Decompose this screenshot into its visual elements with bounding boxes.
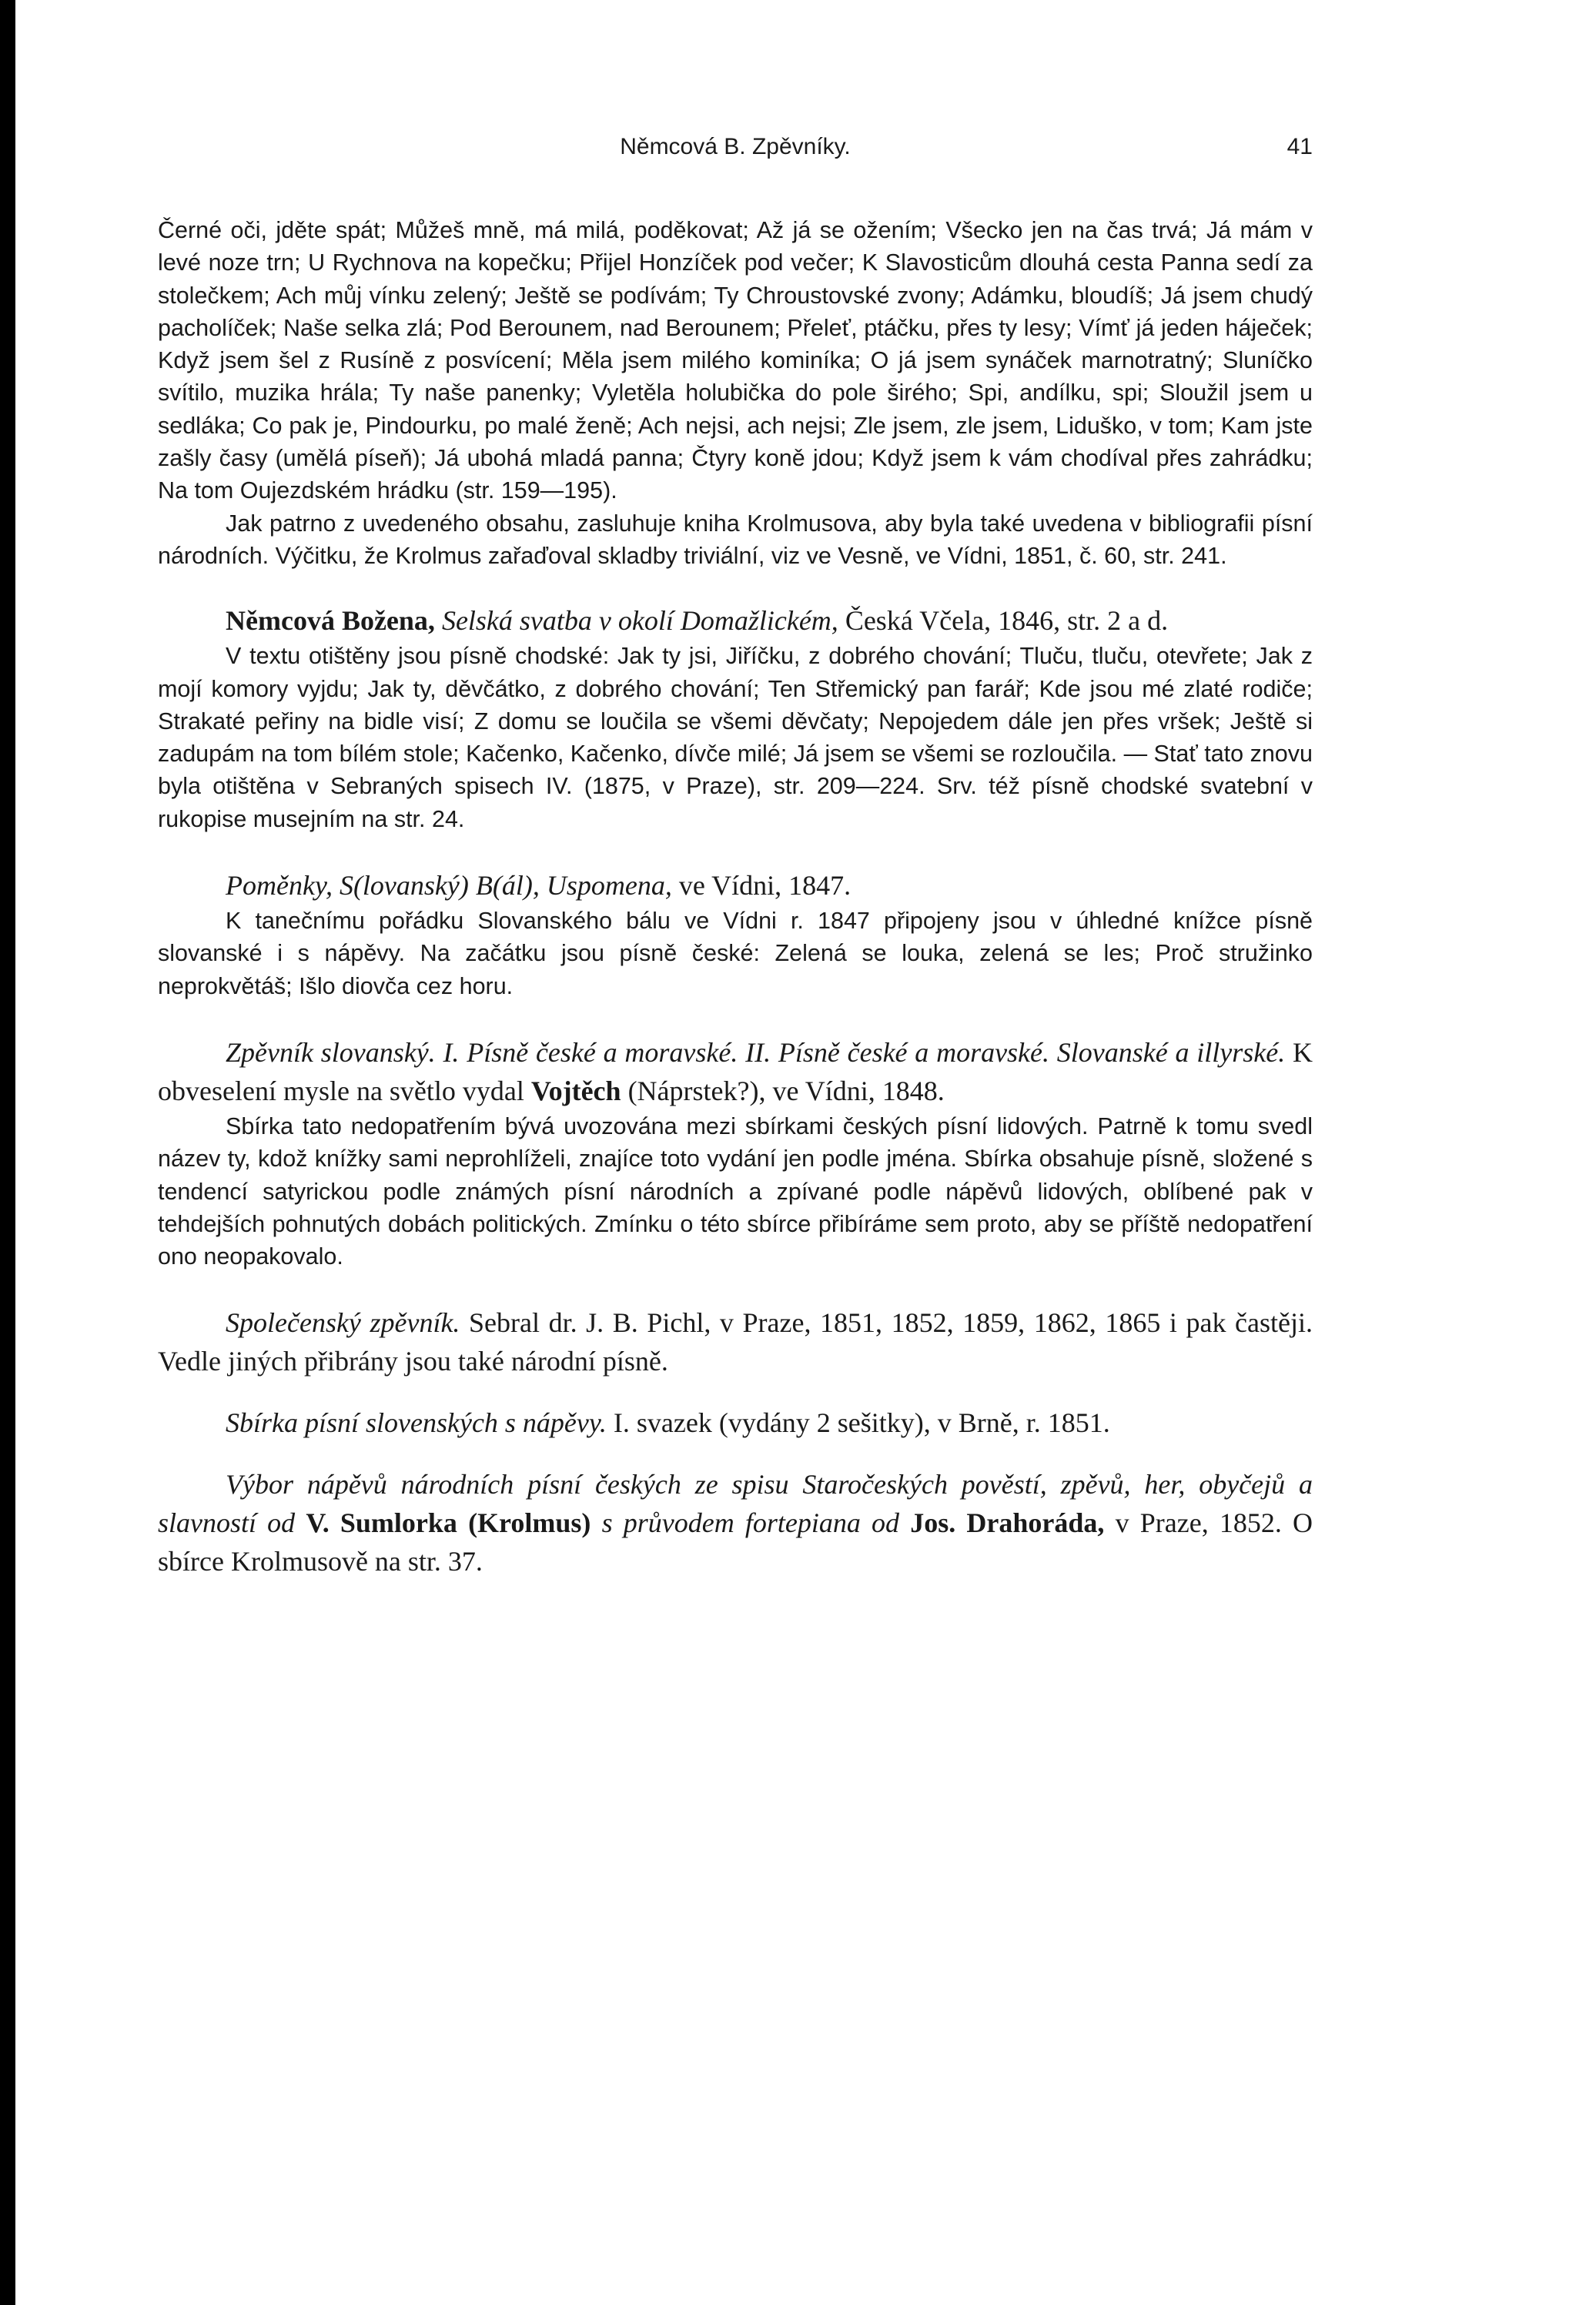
entry-heading [158,601,1313,640]
entry-body: K tanečnímu pořádku Slovanského bálu ve Vídni r. 1847 připojeny jsou v úhledné knížce písně slovanské i s nápěvy. Na začátku jsou písně české: Zelená se louka, zelená se les; Proč stružinko neprokvětáš; Išlo diovča cez horu. [158,908,1313,999]
entry-heading [158,1033,1313,1110]
page [158,123,1313,1581]
entry-heading [158,1303,1313,1380]
entry-title: Selská svatba v okolí Domažlickém, [441,605,838,637]
entry-title: Společenský zpěvník. [226,1307,460,1339]
entry-heading [158,866,1313,905]
entry-body: V textu otištěny jsou písně chodské: Jak ty jsi, Jiříčku, z dobrého chování; Tluču, tluču, otevřete; Jak z mojí komory vyjdu; Jak ty, děvčátko, z dobrého chování; Ten Střemický pan farář; Kde jsou mé zlaté rodiče; Strakaté peřiny na bidle visí; Z domu se loučila se všemi děvčaty; Nepojedem dále jen přes vršek; Ještě si zadupám na tom bílém stole; Kačenko, Kačenko, dívče milé; Já jsem se všemi se rozloučila. — Stať tato znovu byla otištěna v Sebraných spisech IV. (1875, v Praze), str. 209—224. Srv. též písně chodské svatební v rukopise musejním na str. 24. [158,643,1313,832]
entry-author-2: Jos. Drahoráda, [910,1507,1105,1539]
page-number: 41 [1287,134,1313,159]
entry-imprint: v Praze, 1852. O sbírce Krolmusově na str. 37. [158,1507,1313,1577]
entry-body: Sbírka tato nedopatřením bývá uvozována mezi sbírkami českých písní lidových. Patrně k tomu svedl název ty, kdož knížky sami neprohlíželi, znajíce toto vydání jen podle jména. Sbírka obsahuje písně, složené s tendencí satyrickou podle známých písní národních a zpívané podle nápěvů lidových, oblíbené pak v tehdejších pohnutých dobách politických. Zmínku o této sbírce přibíráme sem proto, aby se příště nedopatření ono neopakovalo. [158,1112,1313,1270]
entry-heading [158,1403,1313,1442]
entry-imprint: (Náprstek?), ve Vídni, 1848. [627,1075,945,1106]
entry-imprint: Česká Včela, 1846, str. 2 a d. [845,605,1169,637]
entry-title: Výbor nápěvů národních písní českých ze spisu Staročeských pověstí, zpěvů, her, obyčejů a slavností od [158,1469,1313,1539]
entry-author: Němcová Božena, [226,605,435,637]
entry-title: Zpěvník slovanský. I. Písně české a moravské. II. Písně české a moravské. Slovanské a illyrské. [226,1036,1286,1068]
entry-imprint: I. svazek (vydány 2 sešitky), v Brně, r. 1851. [613,1407,1110,1439]
entry-spolecensky-zpevnik [158,1303,1313,1380]
entry-author: Vojtěch [530,1075,621,1106]
running-title: Němcová B. Zpěvníky. [620,134,851,159]
entry-vybor-napevu [158,1465,1313,1581]
entry-selska-svatba [158,601,1313,835]
entry-title: Sbírka písní slovenských s nápěvy. [226,1407,607,1439]
entry-imprint: Sebral dr. J. B. Pichl, v Praze, 1851, 1852, 1859, 1862, 1865 i pak častěji. Vedle jiných přibrány jsou také národní písně. [158,1307,1313,1377]
song-list-paragraph: Černé oči, jděte spát; Můžeš mně, má milá, poděkovat; Až já se ožením; Všecko jen na čas trvá; Já mám v levé noze trn; U Rychnova na kopečku; Přijel Honzíček pod večer; K Slavosticům dlouhá cesta Panna sedí za stolečkem; Ach můj vínku zelený; Ještě se podívám; Ty Chroustovské zvony; Adámku, bloudíš; Já jsem chudý pacholíček; Naše selka zlá; Pod Berounem, nad Berounem; Přeleť, ptáčku, přes ty lesy; Vímť já jeden háječek; Když jsem šel z Rusíně z posvícení; Měla jsem milého kominíka; O já jsem synáček marnotratný; Sluníčko svítilo, muzika hrála; Ty naše panenky; Vyletěla holubička do pole širého; Spi, andílku, spi; Sloužil jsem u sedláka; Co pak je, Pindourku, po malé ženě; Ach nejsi, ach nejsi; Zle jsem, zle jsem, Liduško, v tom; Kam jste zašly časy (umělá píseň); Já ubohá mladá panna; Čtyry koně jdou; Když jsem k vám chodíval přes zahrádku; Na tom Oujezdském hrádku (str. 159—195). [158,217,1313,504]
entry-zpevnik-slovansky [158,1033,1313,1273]
entry-sbirka-pisni-slovenskych [158,1403,1313,1442]
entry-imprint: ve Vídni, 1847. [678,870,852,902]
entry-imprint-before: K obveselení mysle na světlo vydal [158,1036,1313,1106]
scan-edge [0,0,15,2305]
entry-heading [158,1465,1313,1581]
entry-title: Poměnky, S(lovanský) B(ál), Uspomena, [226,870,672,902]
running-header [158,123,1313,169]
entry-author: V. Sumlorka (Krolmus) [306,1507,591,1539]
comment-paragraph: Jak patrno z uvedeného obsahu, zasluhuje kniha Krolmusova, aby byla také uvedena v bibliografii písní národních. Výčitku, že Krolmus zařaďoval skladby triviální, viz ve Vesně, ve Vídni, 1851, č. 60, str. 241. [158,510,1313,569]
entry-title-continued: s průvodem fortepiana od [601,1507,900,1539]
entry-pomenky [158,866,1313,1002]
